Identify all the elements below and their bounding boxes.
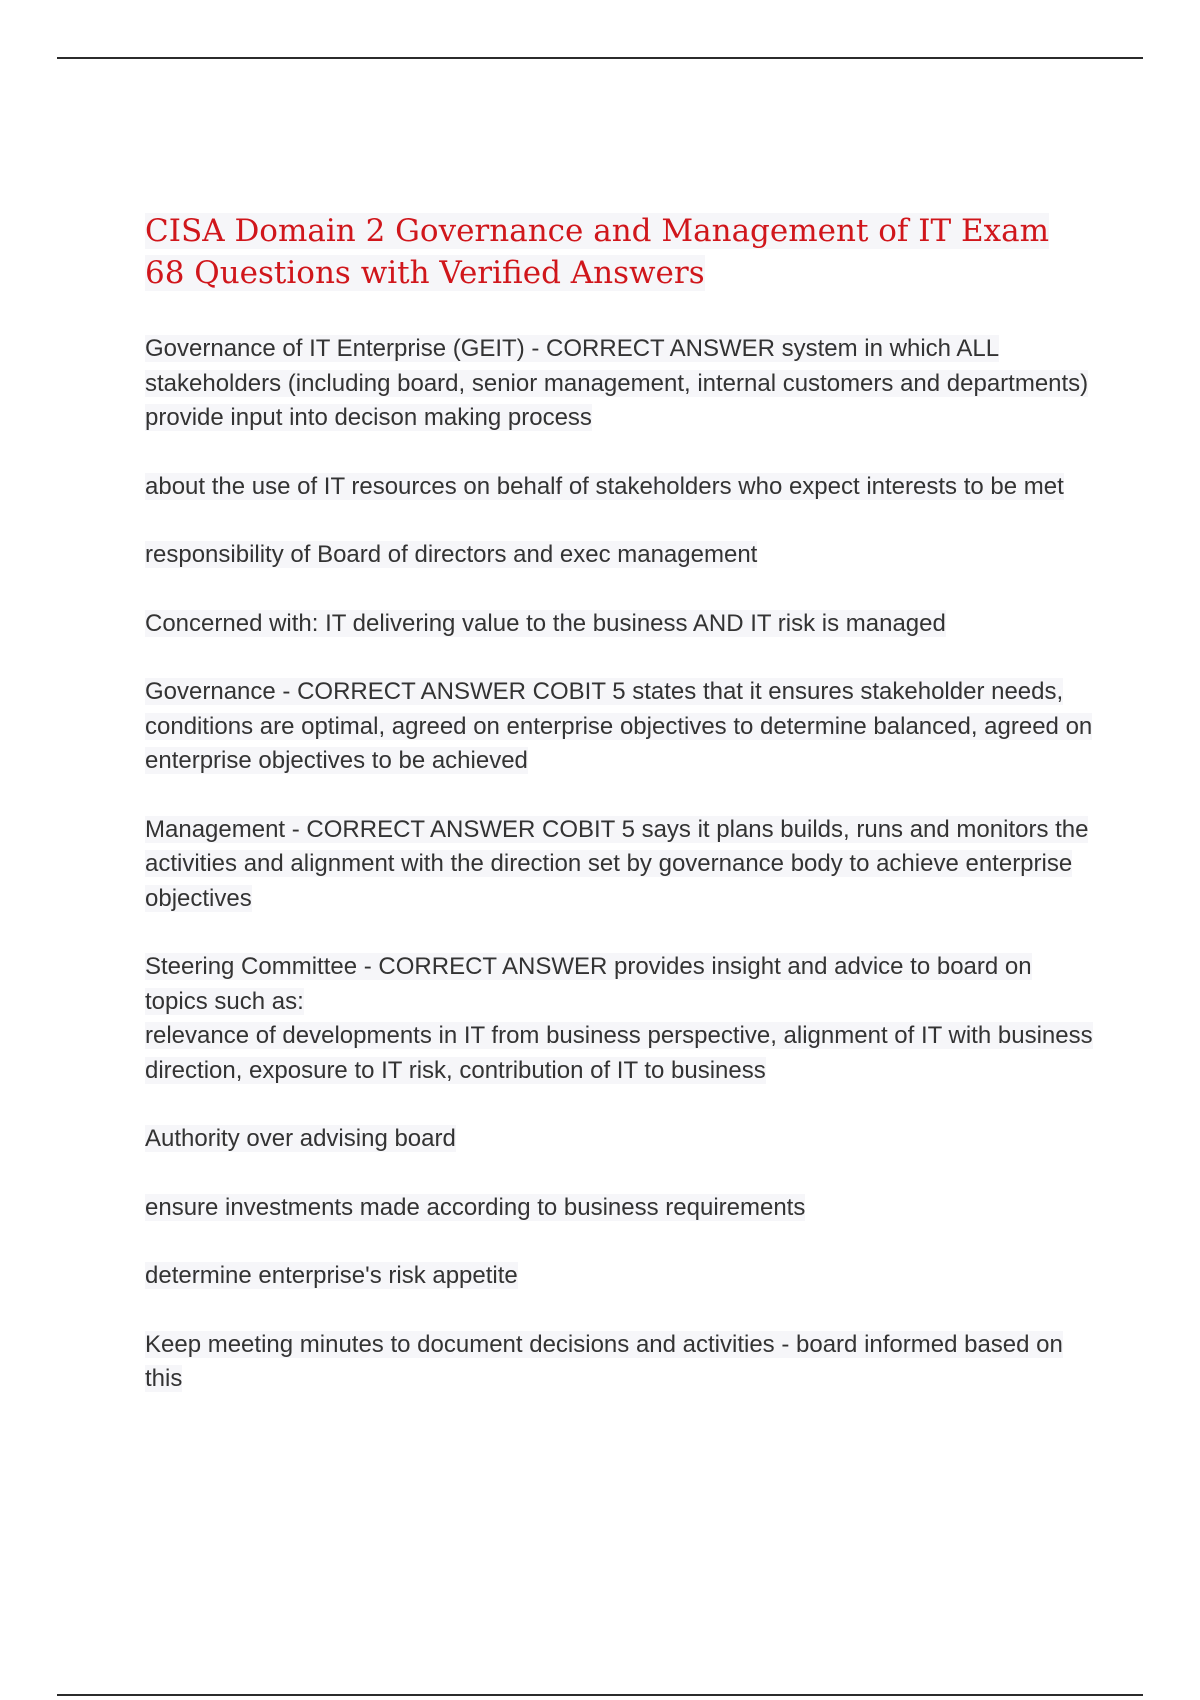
paragraph-responsibility [145,538,1095,573]
paragraph-text: Management - CORRECT ANSWER COBIT 5 says it plans builds, runs and monitors the activities and alignment with the direction set by governance body to achieve enterprise objectives [145,815,1089,912]
paragraph-management [145,813,1095,917]
paragraph-authority [145,1122,1095,1157]
paragraph-text: about the use of IT resources on behalf of stakeholders who expect interests to be met [145,472,1064,500]
paragraph-text: relevance of developments in IT from business perspective, alignment of IT with business direction, exposure to IT risk, contribution of IT to business [145,1022,1093,1084]
paragraph-risk-appetite [145,1259,1095,1294]
paragraph-text: Concerned with: IT delivering value to the business AND IT risk is managed [145,609,946,637]
paragraph-text: Authority over advising board [145,1125,456,1152]
paragraph-text: Governance of IT Enterprise (GEIT) - CORRECT ANSWER system in which ALL stakeholders (including board, senior management, internal customers and departments) provide input into decison making process [145,335,1089,431]
paragraph-steering-committee [145,950,1095,1088]
paragraph-text: Steering Committee - CORRECT ANSWER provides insight and advice to board on topics such as: [145,953,1032,1015]
paragraph-text: determine enterprise's risk appetite [145,1262,518,1289]
document-title: CISA Domain 2 Governance and Management of IT Exam 68 Questions with Verified Answers [145,213,1050,291]
paragraph-meeting-minutes [145,1328,1095,1397]
paragraph-text: ensure investments made according to business requirements [145,1193,806,1221]
paragraph-investments [145,1191,1095,1226]
paragraph-geit [145,332,1095,436]
paragraph-it-resources [145,470,1095,505]
title-wrapper [145,210,1095,294]
top-rule [57,57,1143,59]
paragraph-text: Keep meeting minutes to document decisions and activities - board informed based on this [145,1330,1063,1392]
paragraph-governance [145,675,1095,779]
bottom-rule [57,1694,1143,1696]
paragraph-text: Governance - CORRECT ANSWER COBIT 5 states that it ensures stakeholder needs, conditions are optimal, agreed on enterprise objectives to determine balanced, agreed on enterprise objectives to be achieved [145,678,1093,774]
document-body [145,210,1095,1431]
paragraph-concerned-with [145,607,1095,642]
paragraph-text: responsibility of Board of directors and exec management [145,541,758,568]
